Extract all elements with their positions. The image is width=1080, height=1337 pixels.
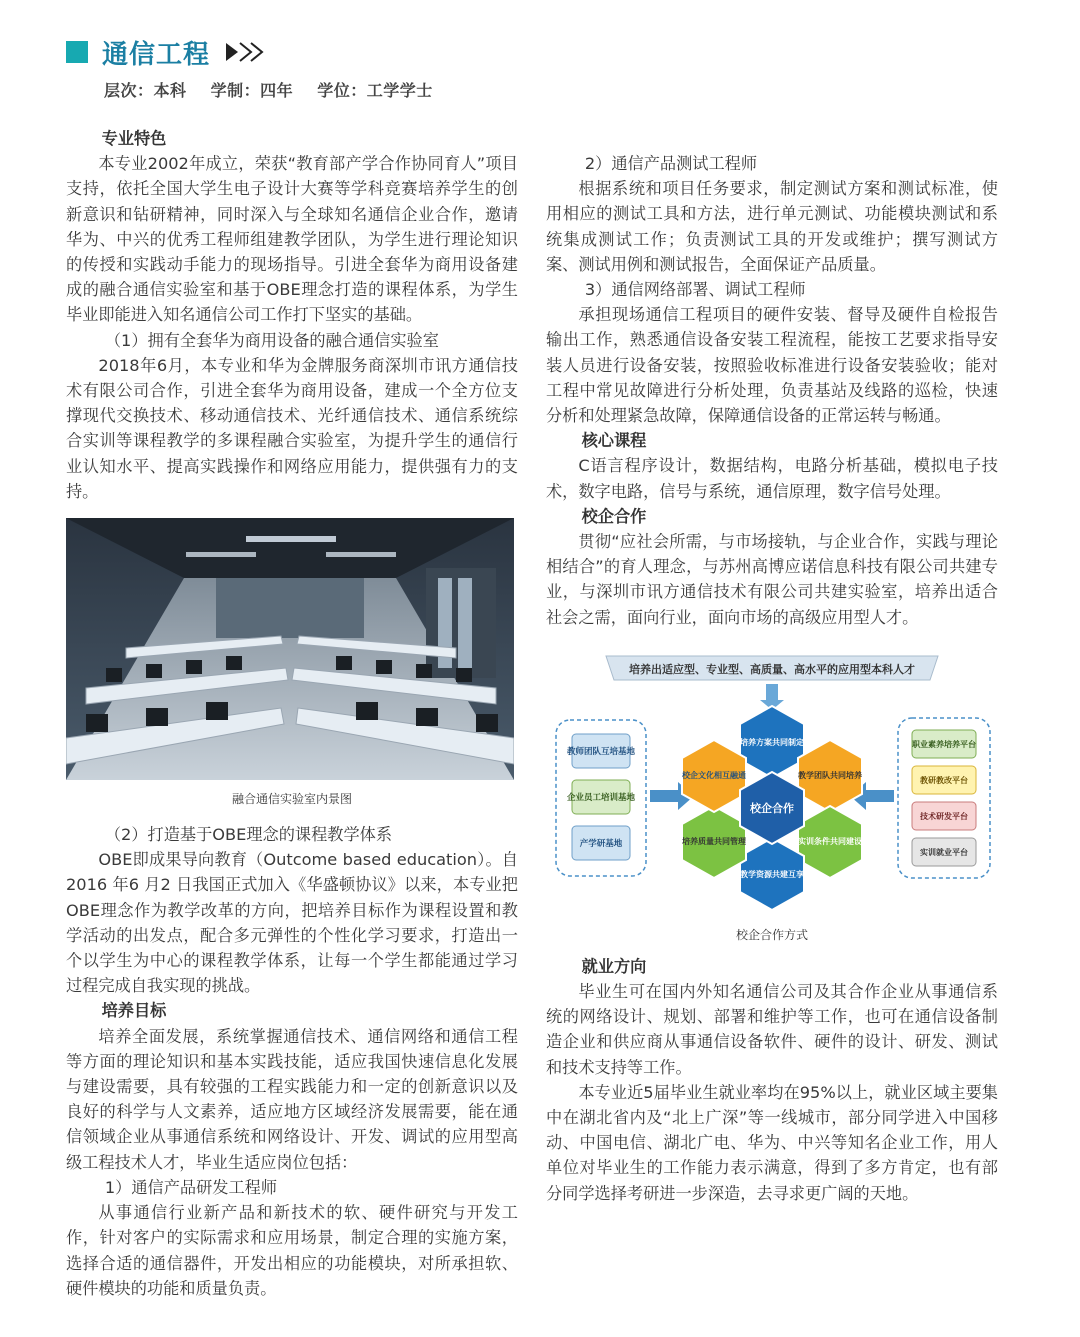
right-box-2 — [912, 766, 976, 794]
hex-top — [740, 706, 804, 778]
svg-text:实训就业平台: 实训就业平台 — [920, 847, 968, 857]
hex-bottom — [739, 838, 804, 910]
svg-text:技术研发平台: 技术研发平台 — [920, 811, 968, 821]
goal-paragraph-2: 从事通信行业新产品和新技术的软、硬件研究与开发工作，针对客户的实际需求和应用场景，制定合理的实施方案，选择合适的通信器件，开发出相应的功能模块，对所承担软、硬件模块的功能和质量负责。 — [66, 1203, 518, 1298]
svg-text:教师团队互培基地: 教师团队互培基地 — [566, 746, 636, 757]
feature-subheading-2: （2）打造基于OBE理念的课程教学体系 — [104, 825, 393, 845]
heading-job: 就业方向 — [581, 956, 647, 976]
diagram-caption: 校企合作方式 — [735, 927, 808, 942]
feature-paragraph-1: 本专业2002年成立，荣获“教育部产学合作协同育人”项目支持，依托全国大学生电子设计大赛等学科竞赛培养学生的创新意识和钻研精神，同时深入与全球知名通信企业合作，邀请华为、中兴的优秀工程师组建教学团队，为学生进行理论知识的传授和实践动手能力的现场指导。引进全套华为商用设备建成的融合通信实验室和基于OBE理念打造的课程体系，为学生毕业即能进入知名通信公司工作打下坚实的基础。 — [66, 154, 518, 325]
meta-degree: 学位：工学学士 — [317, 81, 433, 100]
svg-text:校企文化相互融通: 校企文化相互融通 — [682, 770, 746, 780]
goal-paragraph-3: 根据系统和项目任务要求，制定测试方案和测试标准，使用相应的测试工具和方法，进行单元测试、功能模块测试和系统集成测试工作；负责测试工具的开发或维护；撰写测试方案、测试用例和测试报告，全面保证产品质量。 — [546, 179, 998, 274]
heading-feature: 专业特色 — [101, 129, 167, 148]
heading-core: 核心课程 — [581, 431, 647, 451]
feature-subheading-1: （1）拥有全套华为商用设备的融合通信实验室 — [104, 330, 439, 350]
diagram-banner: 培养出适应型、专业型、高质量、高水平的应用型本科人才 — [629, 662, 915, 676]
svg-text:产学研基地: 产学研基地 — [579, 838, 623, 849]
svg-text:企业员工培训基地: 企业员工培训基地 — [566, 792, 636, 803]
svg-text:职业素养培养平台: 职业素养培养平台 — [912, 739, 976, 749]
lab-photo — [66, 518, 514, 780]
lab-photo-caption: 融合通信实验室内景图 — [231, 792, 352, 807]
job-paragraph-2: 本专业近5届毕业生就业率均在95%以上，就业区域主要集中在湖北省内及“北上广深”等一线城市，部分同学进入中国移动、中国电信、湖北广电、华为、中兴等知名企业工作，用人单位对毕业生的工作能力表示满意，得到了多方肯定，也有部分同学选择考研进一步深造，去寻求更广阔的天地。 — [546, 1082, 998, 1203]
left-box-2 — [567, 780, 636, 814]
svg-text:教学资源共建互享: 教学资源共建互享 — [740, 869, 804, 879]
core-paragraph: C语言程序设计，数据结构，电路分析基础，模拟电子技术，数字电路，信号与系统，通信原理，数字信号处理。 — [546, 456, 998, 501]
hex-lower-left — [682, 806, 747, 878]
right-box-4 — [912, 838, 976, 866]
hex-upper-left — [681, 740, 746, 812]
job-paragraph-1: 毕业生可在国内外知名通信公司及其合作企业从事通信系统的网络设计、规划、部署和维护等工作，也可在通信设备制造企业和供应商从事通信设备软件、硬件的设计、研发、测试和技术支持等工作。 — [546, 982, 998, 1077]
double-chevron-icon — [224, 41, 266, 63]
left-column — [66, 126, 518, 1301]
coop-diagram — [546, 650, 998, 920]
goal-subheading-2: 2）通信产品测试工程师 — [584, 154, 758, 173]
feature-paragraph-2: 2018年6月，本专业和华为金牌服务商深圳市讯方通信技术有限公司合作，引进全套华为商用设备，建成一个全方位支撑现代交换技术、移动通信技术、光纤通信技术、通信系统综合实训等课程教学的多课程融合实验室，为提升学生的通信行业认知水平、提高实践操作和网络应用能力，提供强有力的支持。 — [66, 355, 518, 501]
left-box-1 — [566, 734, 636, 768]
heading-coop: 校企合作 — [581, 506, 647, 526]
page-title: 通信工程 — [102, 39, 211, 70]
goal-paragraph-4: 承担现场通信工程项目的硬件安装、督导及硬件自检报告输出工作，熟悉通信设备安装工程流程，能按工艺要求指导安装人员进行设备安装，按照验收标准进行设备安装验收；能对工程中常见故障进行分析处理，负责基站及线路的巡检，快速分析和处理紧急故障，保障通信设备的正常运转与畅通。 — [546, 305, 998, 426]
svg-text:培养质量共同管理: 培养质量共同管理 — [682, 836, 746, 846]
feature-paragraph-3: OBE即成果导向教育（Outcome based education）。自2016 年6 月2 日我国正式加入《华盛顿协议》以来，本专业把OBE理念作为教学改革的方向，把培养目标作为课程设置和教学活动的出发点，配合多元弹性的个性化学习要求，打造出一个以学生为中心的课程教学体系，让每一个学生都能通过学习过程完成自我实现的挑战。 — [66, 850, 518, 996]
section-header — [66, 32, 266, 72]
hex-lower-right — [798, 806, 862, 878]
svg-text:培养方案共同制定: 培养方案共同制定 — [740, 737, 804, 747]
meta-duration: 学制：四年 — [210, 81, 294, 100]
svg-text:教研教改平台: 教研教改平台 — [920, 775, 968, 785]
meta-level: 层次：本科 — [104, 81, 187, 100]
svg-text:校企合作: 校企合作 — [750, 801, 794, 815]
svg-text:实训条件共同建设: 实训条件共同建设 — [798, 836, 862, 846]
left-box-3 — [572, 826, 630, 860]
program-meta — [104, 78, 451, 101]
svg-text:教学团队共同培养: 教学团队共同培养 — [798, 770, 862, 780]
lab-photo-block — [66, 518, 518, 808]
header-square-icon — [66, 41, 88, 63]
hex-upper-right — [797, 740, 862, 812]
goal-paragraph-1: 培养全面发展，系统掌握通信技术、通信网络和通信工程等方面的理论知识和基本实践技能，适应我国快速信息化发展与建设需要，具有较强的工程实践能力和一定的创新意识以及良好的科学与人文素养，适应地方区域经济发展需要，能在通信领域企业从事通信系统和网络设计、开发、调试的应用型高级工程技术人才，毕业生适应岗位包括： — [66, 1026, 518, 1172]
goal-subheading-1: 1）通信产品研发工程师 — [104, 1177, 278, 1197]
right-column — [546, 126, 998, 1206]
heading-goal: 培养目标 — [101, 1001, 167, 1021]
hex-center — [740, 772, 804, 844]
goal-subheading-3: 3）通信网络部署、调试工程师 — [584, 280, 806, 300]
coop-paragraph: 贯彻“应社会所需，与市场接轨，与企业合作，实践与理论相结合”的育人理念，与苏州高博应诺信息科技有限公司共建专业，与深圳市讯方通信技术有限公司共建实验室，培养出适合社会之需，面向行业，面向市场的高级应用型人才。 — [546, 532, 998, 627]
right-box-1 — [912, 730, 976, 758]
right-box-3 — [912, 802, 976, 830]
